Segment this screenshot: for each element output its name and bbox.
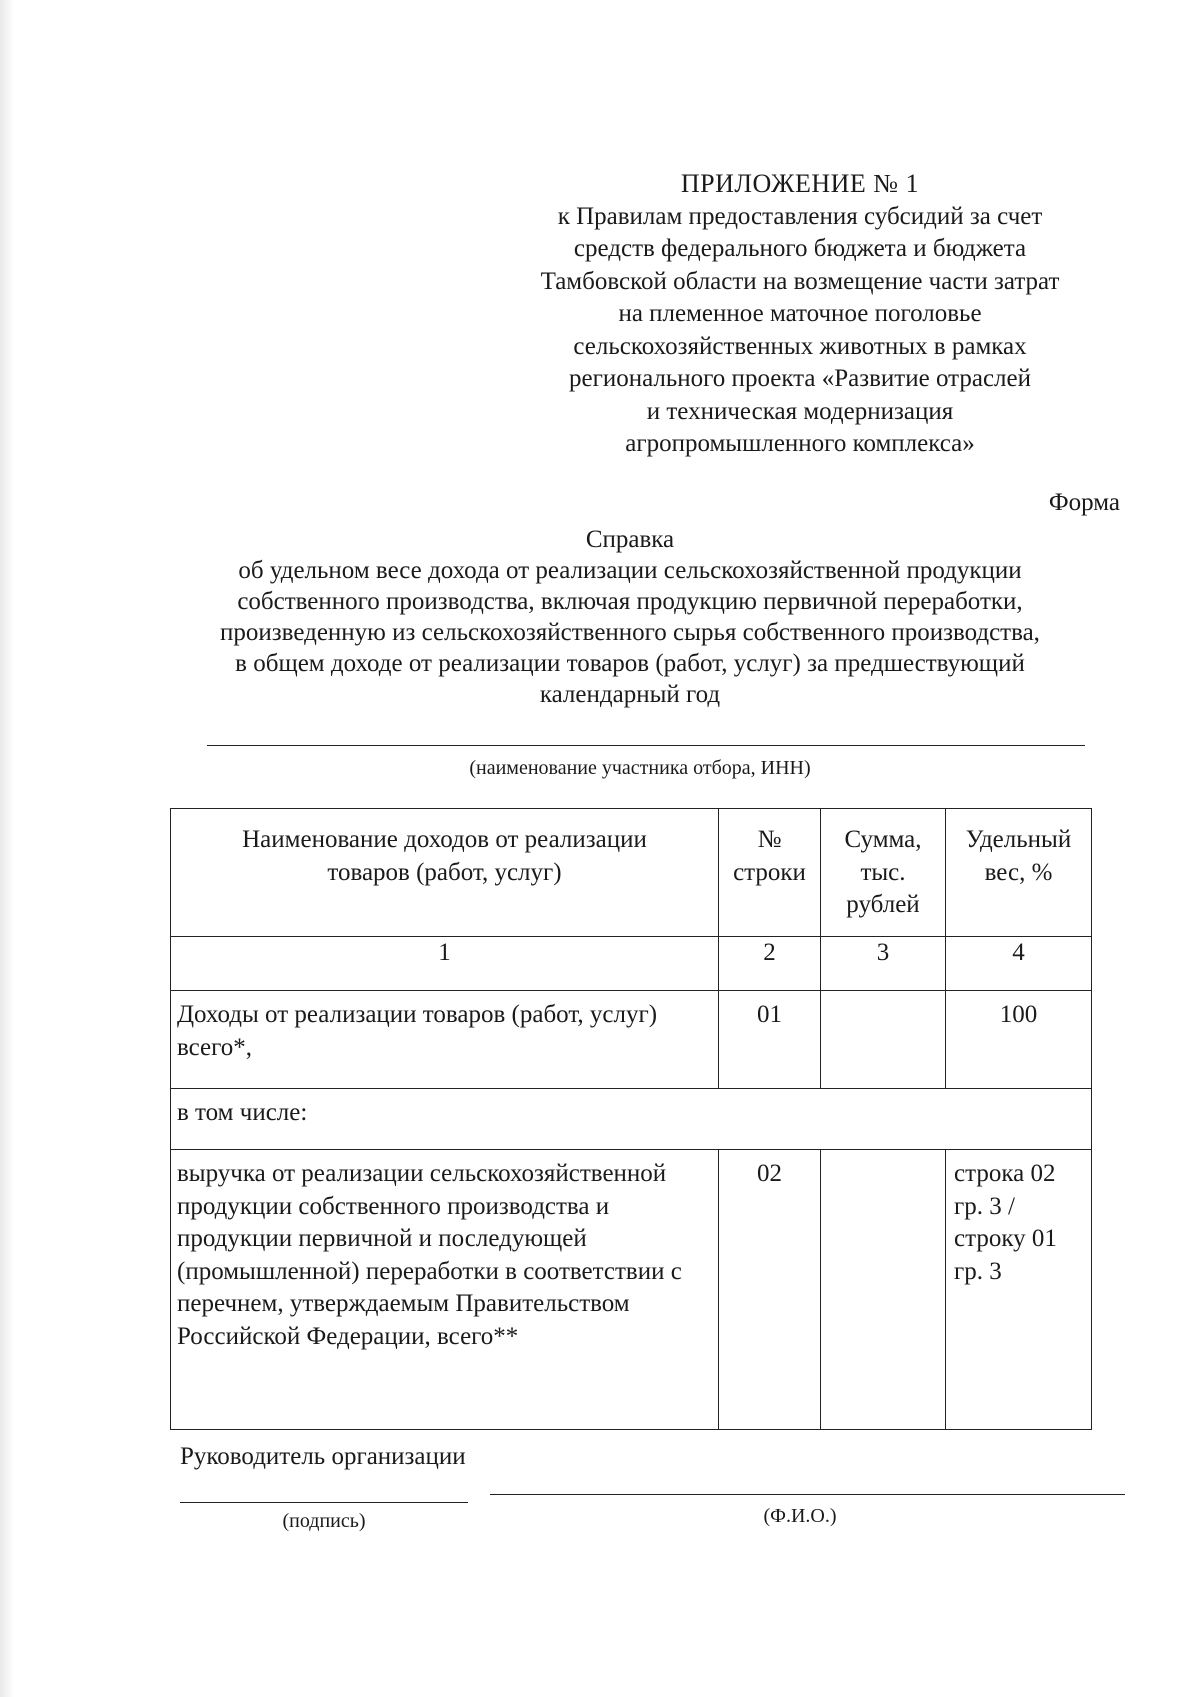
including-label: в том числе:: [171, 1089, 1092, 1150]
table-row-revenue: [171, 1150, 1092, 1430]
signature-caption: (подпись): [282, 1510, 366, 1532]
heading-line: календарный год: [539, 681, 721, 708]
header-row-no: № строки: [733, 826, 806, 886]
revenue-name: выручка от реализации сельскохозяйственной продукции собственного производства и продукции первичной и последующей (промышленной) переработки в соответствии с перечнем, утверждаемым Правительством Российской Федерации, всего**: [171, 1150, 719, 1430]
table-row-including: [171, 1089, 1092, 1150]
certificate-title: Справка: [585, 526, 675, 553]
appendix-line: и техническая модернизация: [646, 397, 954, 425]
participant-name-line: [207, 745, 1085, 746]
table-row-total: [171, 991, 1092, 1089]
participant-caption: (наименование участника отбора, ИНН): [469, 757, 811, 779]
header-cell-share: [946, 809, 1092, 937]
full-name-caption: (Ф.И.О.): [763, 1505, 837, 1527]
header-cell-row-no: [719, 809, 821, 937]
column-number: 1: [171, 937, 719, 991]
income-table: [170, 808, 1092, 1430]
signer-title: Руководитель организации: [180, 1443, 466, 1470]
total-share: 100: [946, 991, 1092, 1089]
appendix-line: регионального проекта «Развитие отраслей: [569, 365, 1031, 392]
certificate-heading: [160, 524, 1100, 710]
form-label: Форма: [1048, 489, 1120, 516]
column-number: 4: [946, 937, 1092, 991]
appendix-line: Тамбовской области на возмещение части затрат: [540, 267, 1060, 295]
heading-line: произведенную из сельскохозяйственного сырья собственного производства,: [220, 619, 1040, 646]
full-name-line: [490, 1494, 1125, 1495]
total-name: Доходы от реализации товаров (работ, услуг) всего*,: [171, 991, 719, 1089]
column-number-row: [171, 937, 1092, 991]
header-cell-sum: [821, 809, 946, 937]
appendix-line: на племенное маточное поголовье: [618, 300, 982, 327]
column-number: 3: [821, 937, 946, 991]
total-sum-cell: [821, 991, 946, 1089]
total-row-no: 01: [719, 991, 821, 1089]
heading-line: об удельном весе дохода от реализации сельскохозяйственной продукции: [238, 557, 1022, 584]
appendix-line: к Правилам предоставления субсидий за счет: [557, 202, 1043, 230]
revenue-row-no: 02: [719, 1150, 821, 1430]
signature-line: [180, 1502, 468, 1503]
heading-line: собственного производства, включая продукцию первичной переработки,: [237, 588, 1023, 615]
appendix-line: средств федерального бюджета и бюджета: [573, 235, 1027, 262]
table-header-row: [171, 809, 1092, 937]
header-share: Удельный вес, %: [965, 826, 1072, 886]
header-sum: Сумма, тыс. рублей: [844, 826, 922, 918]
header-name: Наименование доходов от реализации товаров (работ, услуг): [242, 826, 647, 886]
appendix-title: ПРИЛОЖЕНИЕ № 1: [680, 169, 920, 198]
header-cell-name: [171, 809, 719, 937]
appendix-block: [500, 168, 1100, 461]
appendix-line: агропромышленного комплекса»: [625, 430, 975, 457]
appendix-line: сельскохозяйственных животных в рамках: [573, 332, 1027, 360]
column-number: 2: [719, 937, 821, 991]
revenue-share-formula: строка 02 гр. 3 / строку 01 гр. 3: [946, 1150, 1092, 1430]
scan-edge-shadow: [0, 0, 14, 1697]
heading-line: в общем доходе от реализации товаров (работ, услуг) за предшествующий: [235, 650, 1025, 677]
revenue-sum-cell: [821, 1150, 946, 1430]
